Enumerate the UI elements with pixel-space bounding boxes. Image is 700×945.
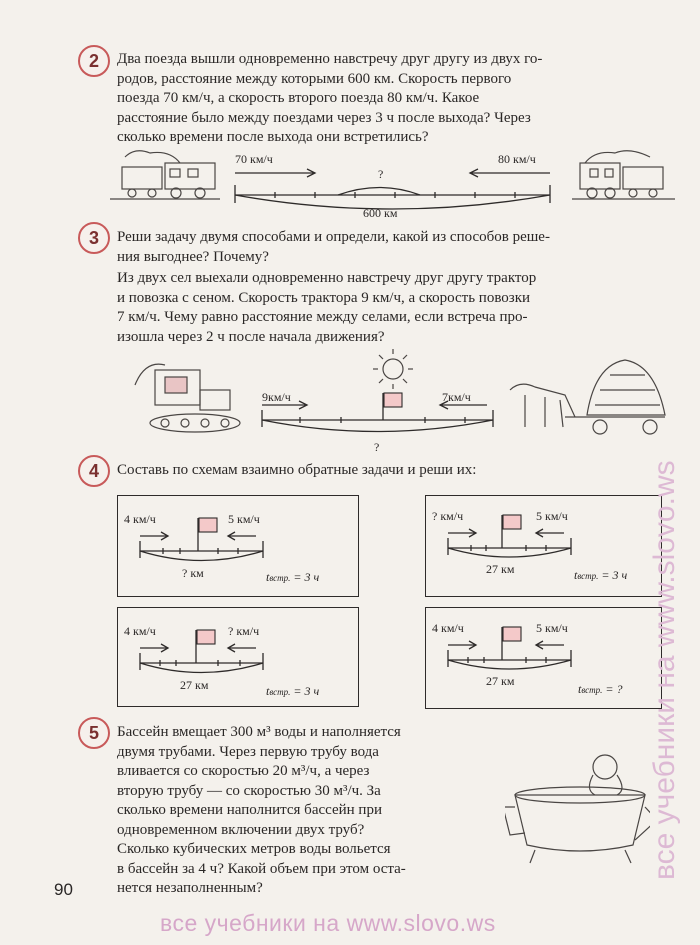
- task-2-right-speed: 80 км/ч: [498, 152, 536, 166]
- box-3-left-speed: 4 км/ч: [124, 624, 156, 638]
- task-3-line: и повозка с сеном. Скорость трактора 9 км/ч, а скорость повозки: [117, 289, 531, 306]
- task-5-line: Сколько кубических метров воды вольется: [117, 841, 391, 857]
- left-train-illustration: [110, 151, 220, 199]
- task-5-text: [117, 723, 497, 899]
- box-4-time: tвстр. = ?: [578, 682, 623, 696]
- task-2-number: 2: [78, 45, 110, 77]
- scheme-box-2: [425, 495, 662, 597]
- task-2-text: [117, 50, 677, 148]
- bathtub-illustration: [505, 745, 650, 870]
- task-4-number: 4: [78, 455, 110, 487]
- task-2-left-speed: 70 км/ч: [235, 152, 273, 166]
- box-1-left-speed: 4 км/ч: [124, 512, 156, 526]
- task-2-question: ?: [378, 167, 384, 181]
- task-3-line: 7 км/ч. Чему равно расстояние между селами, если встреча про-: [117, 309, 528, 325]
- task-2-line: сколько времени после выхода они встретились?: [117, 129, 429, 145]
- cart-with-hay-illustration: [510, 360, 665, 434]
- box-3-time: tвстр. = 3 ч: [266, 684, 320, 698]
- scheme-box-3: [117, 607, 359, 707]
- task-3-diagram: [125, 345, 670, 455]
- box-2-distance: 27 км: [486, 562, 515, 576]
- task-5-line: двумя трубами. Через первую трубу вода: [117, 743, 379, 760]
- sun-icon: [373, 349, 413, 389]
- task-2-line: родов, расстояние между которыми 600 км. Скорость первого: [117, 70, 512, 87]
- task-2-distance: 600 км: [363, 206, 398, 220]
- task-3-line: Из двух сел выехали одновременно навстречу друг другу трактор: [117, 270, 537, 286]
- task-5-line: в бассейн за 4 ч? Какой объем при этом оста-: [117, 860, 406, 877]
- unknown-gap-arc: [338, 188, 420, 196]
- box-2-left-speed: ? км/ч: [432, 509, 464, 523]
- page-number: 90: [54, 880, 73, 899]
- task-2-line: расстояние было между поездами через 3 ч после выхода? Через: [117, 109, 531, 126]
- box-3-right-speed: ? км/ч: [228, 624, 260, 638]
- scheme-box-4: [425, 607, 662, 709]
- task-3-left-speed: 9км/ч: [262, 390, 291, 404]
- scheme-box-1: [117, 495, 359, 597]
- task-5-line: вторую трубу — со скоростью 30 м³/ч. За: [117, 782, 381, 799]
- task-3-intro-line: Реши задачу двумя способами и определи, какой из способов реше-: [117, 229, 550, 245]
- box-1-right-speed: 5 км/ч: [228, 512, 260, 526]
- task-3-right-speed: 7км/ч: [442, 390, 471, 404]
- box-4-distance: 27 км: [486, 674, 515, 688]
- task-5-line: сколько времени наполнится бассейн при: [117, 802, 382, 818]
- task-5-line: нется незаполненным?: [117, 880, 263, 896]
- box-1-distance: ? км: [182, 566, 204, 580]
- task-5-line: вливается со скоростью 20 м³/ч, а через: [117, 763, 370, 779]
- box-1-time: tвстр. = 3 ч: [266, 570, 320, 584]
- task-5-line: Бассейн вмещает 300 м³ воды и наполняется: [117, 724, 401, 740]
- task-3-number: 3: [78, 222, 110, 254]
- meeting-flag: [384, 393, 402, 407]
- task-5-number: 5: [78, 717, 110, 749]
- task-3-question: ?: [374, 440, 380, 454]
- total-distance-arc: [262, 420, 493, 432]
- box-4-left-speed: 4 км/ч: [432, 621, 464, 635]
- box-2-time: tвстр. = 3 ч: [574, 568, 628, 582]
- watermark-side: все учебники на www.slovo.ws: [648, 460, 681, 880]
- task-2-line: Два поезда вышли одновременно навстречу друг другу из двух го-: [117, 51, 543, 67]
- task-3-line: изошла через 2 ч после начала движения?: [117, 328, 385, 345]
- box-3-distance: 27 км: [180, 678, 209, 692]
- task-3-text: [117, 269, 677, 347]
- task-5-line: одновременном включении двух труб?: [117, 821, 365, 838]
- task-2-line: поезда 70 км/ч, а скорость второго поезда 80 км/ч. Какое: [117, 90, 480, 106]
- task-4-title: Составь по схемам взаимно обратные задачи и реши их:: [117, 462, 477, 478]
- task-3-intro-line: ния выгоднее? Почему?: [117, 248, 269, 265]
- box-2-right-speed: 5 км/ч: [536, 509, 568, 523]
- task-3-intro: [117, 228, 677, 267]
- tractor-illustration: [135, 364, 240, 432]
- box-4-right-speed: 5 км/ч: [536, 621, 568, 635]
- watermark-bottom: все учебники на www.slovo.ws: [160, 910, 496, 936]
- right-train-illustration: [572, 151, 675, 199]
